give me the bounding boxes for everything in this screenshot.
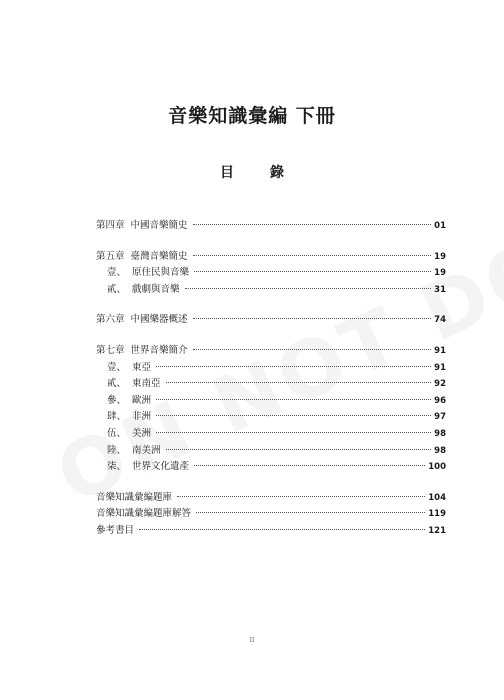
toc-page-number: 91 bbox=[434, 345, 446, 356]
toc-page-number: 100 bbox=[428, 462, 446, 473]
toc-entry-label: 第五章 臺灣音樂簡史 bbox=[96, 250, 188, 262]
toc-group bbox=[96, 343, 446, 476]
dot-leader bbox=[139, 529, 425, 530]
toc-entry-label: 第七章 世界音樂簡介 bbox=[96, 344, 188, 356]
toc-group bbox=[96, 312, 446, 329]
toc-group bbox=[96, 490, 446, 540]
dot-leader bbox=[194, 465, 425, 466]
toc-subentry[interactable] bbox=[96, 393, 446, 410]
dot-leader bbox=[156, 399, 431, 400]
toc-subentry[interactable] bbox=[96, 426, 446, 443]
toc-entry-label: 第六章 中國樂器概述 bbox=[96, 314, 188, 326]
dot-leader bbox=[193, 349, 431, 350]
dot-leader bbox=[156, 432, 431, 433]
toc-entry-label: 壹、 原住民與音樂 bbox=[107, 267, 190, 279]
toc-entry[interactable] bbox=[96, 218, 446, 235]
dot-leader bbox=[166, 382, 431, 383]
dot-leader bbox=[193, 224, 431, 225]
toc-page-number: 01 bbox=[434, 221, 446, 231]
toc-page-number: 97 bbox=[434, 412, 446, 423]
toc-subentry[interactable] bbox=[96, 376, 446, 393]
toc-entry[interactable] bbox=[96, 312, 446, 329]
toc-page-number: 96 bbox=[434, 395, 446, 406]
toc-page-number: 98 bbox=[434, 445, 446, 456]
toc-entry-label: 伍、 美洲 bbox=[107, 427, 152, 439]
toc-entry-label: 柒、 世界文化遺產 bbox=[107, 461, 190, 473]
dot-leader bbox=[156, 415, 431, 416]
toc-entry-label: 貳、 戲劇與音樂 bbox=[107, 283, 180, 295]
toc-group bbox=[96, 249, 446, 299]
toc-page-number: 31 bbox=[434, 284, 446, 295]
toc-page-number: 104 bbox=[428, 492, 446, 503]
toc-page-number: 19 bbox=[434, 251, 446, 262]
toc-entry[interactable] bbox=[96, 343, 446, 360]
toc-page-number: 119 bbox=[428, 509, 446, 520]
toc-entry-label: 音樂知識彙編題庫解答 bbox=[96, 508, 192, 520]
toc-subentry[interactable] bbox=[96, 443, 446, 460]
toc-entry[interactable] bbox=[96, 249, 446, 266]
dot-leader bbox=[193, 255, 431, 256]
dot-leader bbox=[196, 512, 425, 513]
toc-entry-label: 肆、 非洲 bbox=[107, 411, 152, 423]
toc-page-number: 19 bbox=[434, 268, 446, 279]
toc-page-number: 74 bbox=[434, 315, 446, 326]
toc-entry[interactable] bbox=[96, 490, 446, 507]
dot-leader bbox=[156, 366, 431, 367]
page-number: II bbox=[249, 637, 255, 644]
toc-page-number: 121 bbox=[428, 525, 446, 536]
toc-subentry[interactable] bbox=[96, 282, 446, 299]
toc-entry-label: 參、 歐洲 bbox=[107, 394, 152, 406]
toc-entry-label: 貳、 東南亞 bbox=[107, 378, 161, 390]
table-of-contents bbox=[96, 218, 446, 554]
toc-entry-label: 第四章 中國音樂簡史 bbox=[96, 220, 188, 231]
document-title: 音樂知識彙編 下冊 bbox=[168, 105, 336, 127]
toc-page-number: 98 bbox=[434, 428, 446, 439]
toc-subentry[interactable] bbox=[96, 360, 446, 377]
toc-entry-label: 壹、 東亞 bbox=[107, 361, 152, 373]
dot-leader bbox=[166, 449, 431, 450]
toc-entry[interactable] bbox=[96, 523, 446, 540]
dot-leader bbox=[185, 288, 431, 289]
toc-subentry[interactable] bbox=[96, 459, 446, 476]
toc-group bbox=[96, 218, 446, 235]
toc-subentry[interactable] bbox=[96, 265, 446, 282]
toc-subentry[interactable] bbox=[96, 409, 446, 426]
toc-entry[interactable] bbox=[96, 506, 446, 523]
toc-entry-label: 參考書目 bbox=[96, 524, 135, 536]
dot-leader bbox=[177, 496, 425, 497]
toc-entry-label: 音樂知識彙編題庫 bbox=[96, 491, 173, 503]
dot-leader bbox=[194, 271, 431, 272]
dot-leader bbox=[193, 318, 431, 319]
toc-page-number: 91 bbox=[434, 362, 446, 373]
toc-entry-label: 陸、 南美洲 bbox=[107, 444, 161, 456]
toc-heading: 目錄 bbox=[220, 165, 320, 181]
toc-page-number: 92 bbox=[434, 379, 446, 390]
